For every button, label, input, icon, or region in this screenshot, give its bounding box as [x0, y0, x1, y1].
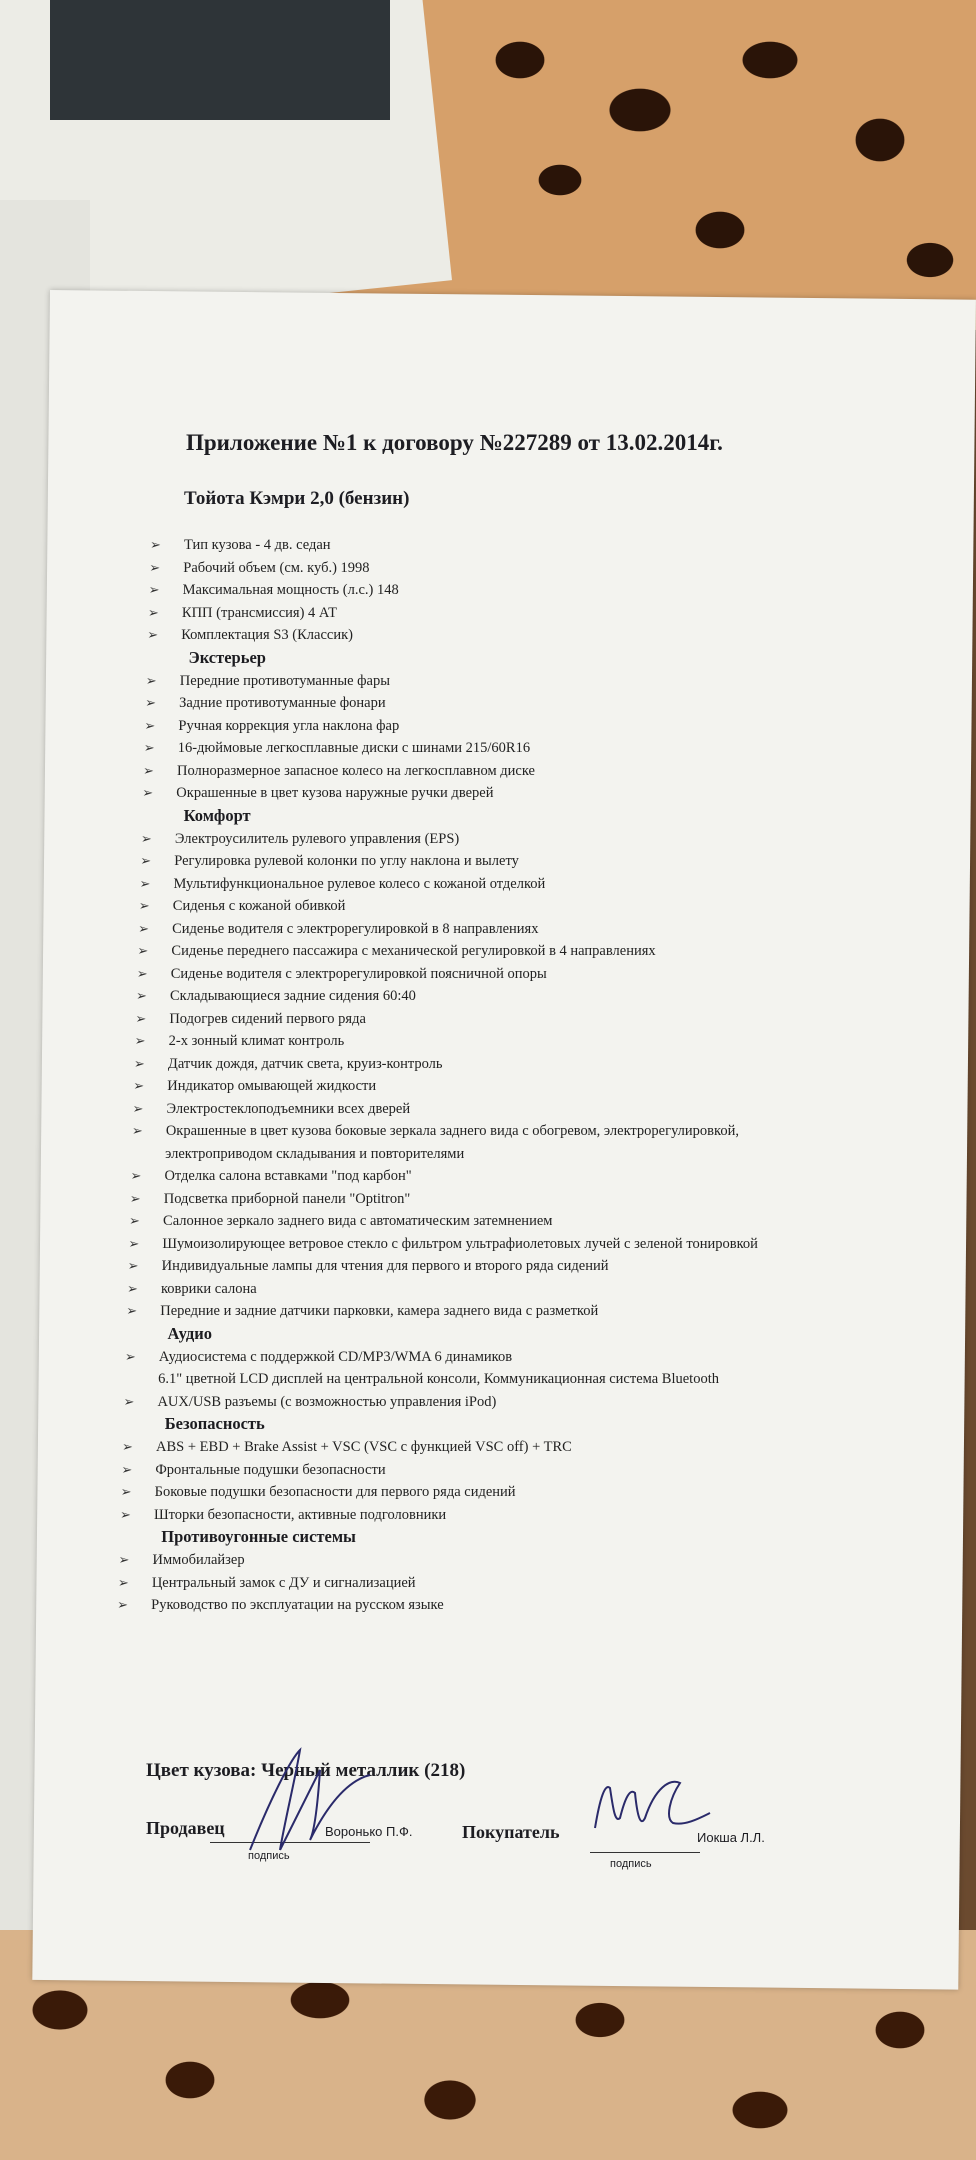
comfort-item [140, 830, 460, 848]
exterior-item [142, 785, 494, 802]
item-text: Иммобилайзер [152, 1552, 245, 1568]
item-text: Сиденье водителя с электрорегулировкой поясничной опоры [170, 965, 547, 982]
bullet-icon: ➢ [143, 762, 154, 778]
comfort-item [129, 1190, 411, 1208]
bullet-icon: ➢ [140, 830, 152, 846]
bullet-icon: ➢ [131, 1123, 143, 1138]
item-text: AUX/USB разъемы (с возможностью управления iPod) [157, 1393, 497, 1410]
item-text: Салонное зеркало заднего вида с автоматическим затемнением [163, 1213, 553, 1229]
safety-item [119, 1506, 447, 1524]
bullet-icon: ➢ [148, 582, 160, 597]
seller-name: Воронько П.Ф. [325, 1824, 413, 1839]
item-text: Сиденье водителя с электрорегулировкой в 8 направлениях [172, 920, 539, 937]
bullet-icon: ➢ [138, 920, 150, 936]
section-heading-safety: Безопасность [164, 1414, 265, 1433]
antitheft-item [117, 1597, 444, 1614]
safety-item [122, 1439, 572, 1456]
exterior-item [145, 672, 390, 690]
item-text: ABS + EBD + Brake Assist + VSC (VSC с функцией VSC off) + TRC [156, 1439, 572, 1455]
comfort-item [131, 1123, 739, 1140]
exterior-item [145, 695, 386, 712]
bullet-icon: ➢ [128, 1235, 140, 1251]
item-text: Окрашенные в цвет кузова боковые зеркала заднего вида с обогревом, электрорегулировкой, [165, 1123, 739, 1139]
section-heading-antitheft: Противоугонные системы [161, 1527, 356, 1546]
item-text: электроприводом складывания и повторителями [165, 1145, 465, 1162]
bullet-icon: ➢ [142, 785, 154, 800]
item-text: Складывающиеся задние сидения 60:40 [170, 988, 416, 1004]
item-text: Индикатор омывающей жидкости [167, 1078, 377, 1094]
buyer-signature [585, 1768, 715, 1848]
comfort-item [126, 1280, 257, 1298]
item-text: Тип кузова - 4 дв. седан [184, 537, 331, 553]
buyer-name: Иокша Л.Л. [697, 1830, 765, 1845]
bullet-icon: ➢ [140, 853, 152, 868]
bullet-icon: ➢ [147, 627, 159, 642]
bullet-icon: ➢ [118, 1552, 130, 1567]
item-text: Регулировка рулевой колонки по углу наклона и вылету [174, 853, 519, 869]
comfort-item [136, 965, 547, 983]
buyer-signature-caption: подпись [610, 1858, 652, 1870]
item-text: Рабочий объем (см. куб.) 1998 [183, 559, 370, 576]
comfort-item [138, 920, 539, 938]
comfort-item [129, 1213, 553, 1230]
exterior-item [143, 762, 535, 780]
item-text: Датчик дождя, датчик света, круиз-контроль [167, 1055, 443, 1072]
item-text: Электроусилитель рулевого управления (EPS) [174, 830, 460, 847]
item-text: Ручная коррекция угла наклона фар [178, 717, 400, 734]
comfort-item [127, 1258, 609, 1275]
item-text: Комплектация S3 (Классик) [181, 627, 353, 643]
bullet-icon: ➢ [136, 988, 147, 1003]
item-text: Максимальная мощность (л.с.) 148 [182, 582, 399, 598]
bullet-icon: ➢ [145, 695, 156, 710]
item-text: Подсветка приборной панели "Optitron" [163, 1190, 411, 1207]
bullet-icon: ➢ [126, 1303, 138, 1318]
audio-item [124, 1348, 513, 1366]
bullet-icon: ➢ [139, 875, 151, 891]
bullet-icon: ➢ [127, 1258, 139, 1273]
item-text: 16-дюймовые легкосплавные диски с шинами 215/60R16 [177, 740, 531, 756]
comfort-item [132, 1100, 411, 1118]
exterior-item [143, 740, 531, 757]
bullet-icon: ➢ [137, 943, 149, 958]
spec-item [147, 627, 353, 644]
bullet-icon: ➢ [134, 1033, 146, 1048]
section-heading-exterior: Экстерьер [188, 647, 266, 667]
bullet-icon: ➢ [129, 1190, 141, 1206]
bullet-icon: ➢ [130, 1168, 142, 1183]
spec-item [148, 582, 399, 599]
bullet-icon: ➢ [143, 740, 155, 755]
item-text: Подогрев сидений первого ряда [169, 1010, 366, 1027]
item-text: Индивидуальные лампы для чтения для первого и второго ряда сидений [161, 1258, 609, 1274]
bullet-icon: ➢ [133, 1055, 145, 1071]
audio-item [123, 1393, 497, 1411]
item-text: Аудиосистема с поддержкой CD/MP3/WMA 6 динамиков [158, 1348, 513, 1365]
item-text: Задние противотуманные фонари [179, 695, 386, 711]
item-text: Шторки безопасности, активные подголовники [153, 1506, 447, 1523]
spec-item [150, 537, 331, 554]
bullet-icon: ➢ [149, 559, 161, 575]
seller-label: Продавец [146, 1818, 225, 1838]
spec-item [147, 604, 337, 622]
bullet-icon: ➢ [138, 898, 150, 913]
bullet-icon: ➢ [136, 965, 148, 981]
section-heading-audio: Аудио [167, 1323, 212, 1343]
bullet-icon: ➢ [150, 537, 161, 552]
item-text: Передние противотуманные фары [179, 672, 390, 689]
bullet-icon: ➢ [133, 1078, 145, 1093]
comfort-item [126, 1303, 599, 1320]
comfort-item [135, 1010, 366, 1028]
comfort-item [133, 1078, 377, 1095]
item-text: Мультифункциональное рулевое колесо с кожаной отделкой [173, 875, 546, 892]
buyer-signature-line [590, 1852, 700, 1853]
section-heading-comfort: Комфорт [183, 805, 251, 825]
bullet-icon: ➢ [124, 1348, 136, 1364]
item-text: Окрашенные в цвет кузова наружные ручки дверей [176, 785, 494, 801]
car-model: Тойота Кэмри 2,0 (бензин) [184, 488, 410, 509]
item-text: КПП (трансмиссия) 4 АТ [181, 604, 337, 621]
comfort-item [136, 988, 416, 1005]
item-text: Сиденье переднего пассажира с механической регулировкой в 4 направлениях [171, 943, 656, 959]
item-text: Полноразмерное запасное колесо на легкосплавном диске [177, 762, 535, 779]
item-text: Центральный замок с ДУ и сигнализацией [151, 1574, 416, 1591]
comfort-item [134, 1033, 345, 1050]
item-text: 2-х зонный климат контроль [168, 1033, 345, 1049]
spec-item [149, 559, 370, 577]
bullet-icon: ➢ [144, 717, 156, 733]
bullet-icon: ➢ [122, 1439, 133, 1454]
bullet-icon: ➢ [117, 1574, 129, 1590]
bullet-icon: ➢ [123, 1393, 135, 1409]
audio-item [158, 1371, 719, 1388]
comfort-item [128, 1235, 758, 1253]
buyer-label: Покупатель [462, 1822, 560, 1842]
seller-signature-caption: подпись [248, 1850, 290, 1862]
item-text: Сиденья с кожаной обивкой [172, 898, 346, 914]
bullet-icon: ➢ [132, 1100, 144, 1116]
item-text: Электростеклоподъемники всех дверей [166, 1100, 411, 1117]
comfort-item [133, 1055, 443, 1073]
item-text: Боковые подушки безопасности для первого ряда сидений [154, 1484, 516, 1500]
item-text: Отделка салона вставками "под карбон" [164, 1168, 412, 1184]
safety-item [121, 1461, 386, 1479]
bullet-icon: ➢ [147, 604, 159, 620]
comfort-item [130, 1168, 412, 1185]
bullet-icon: ➢ [119, 1506, 131, 1522]
item-text: коврики салона [160, 1280, 257, 1297]
comfort-item [165, 1146, 464, 1163]
comfort-item [139, 875, 546, 893]
bullet-icon: ➢ [117, 1597, 129, 1612]
item-text: 6.1" цветной LCD дисплей на центральной консоли, Коммуникационная система Bluetooth [158, 1371, 719, 1387]
exterior-item [144, 717, 400, 735]
comfort-item [137, 943, 656, 960]
antitheft-item [118, 1552, 245, 1569]
bullet-icon: ➢ [126, 1280, 138, 1296]
item-text: Передние и задние датчики парковки, камера заднего вида с разметкой [160, 1303, 599, 1319]
safety-item [120, 1484, 516, 1501]
comfort-item [138, 898, 346, 915]
bullet-icon: ➢ [120, 1484, 132, 1499]
item-text: Шумоизолирующее ветровое стекло с фильтром ультрафиолетовых лучей с зеленой тонировкой [162, 1235, 758, 1252]
item-text: Фронтальные подушки безопасности [155, 1461, 386, 1478]
body-color: Цвет кузова: Черный металлик (218) [146, 1760, 466, 1781]
bullet-icon: ➢ [129, 1213, 140, 1228]
bullet-icon: ➢ [145, 672, 157, 688]
bullet-icon: ➢ [121, 1461, 133, 1477]
item-text: Руководство по эксплуатации на русском языке [151, 1597, 444, 1613]
comfort-item [140, 853, 519, 870]
seller-signature [230, 1740, 380, 1860]
antitheft-item [117, 1574, 416, 1592]
bullet-icon: ➢ [135, 1010, 147, 1026]
document-title: Приложение №1 к договору №227289 от 13.02.2014г. [186, 430, 723, 455]
